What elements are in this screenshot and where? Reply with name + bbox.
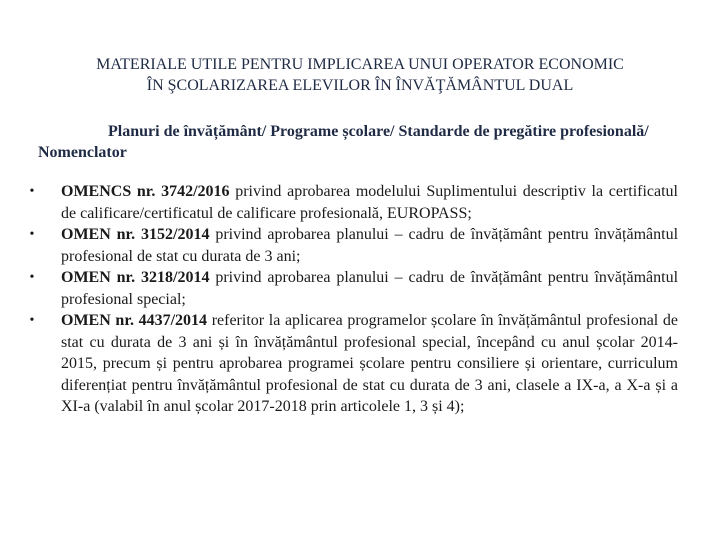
order-description: privind aprobarea planului – cadru de învățământ pentru învățământul profesional special; — [61, 269, 679, 308]
order-description: referitor la aplicarea programelor școlare în învățământul profesional de stat cu durata de 3 ani și în învățământul profesional special, începând cu anul școlar 2014-2015, precum și pentru aprobarea programei școlare pentru consiliere și orientare, curriculum diferențiat pentru învățământul profesional de stat cu durata de 3 ani, clasele a IX-a, a X-a și a XI-a (valabil în anul școlar 2017-2018 prin articolele 1, 3 și 4); — [61, 312, 678, 415]
legislation-list — [26, 181, 678, 418]
bullet-icon: • — [29, 313, 35, 328]
bullet-icon: • — [29, 270, 35, 285]
title-line-1: MATERIALE UTILE PENTRU IMPLICAREA UNUI OPERATOR ECONOMIC — [96, 56, 624, 73]
order-reference: OMEN nr. 4437/2014 — [61, 312, 208, 329]
document-title — [20, 54, 700, 96]
list-item — [26, 267, 678, 310]
order-reference: OMENCS nr. 3742/2016 — [61, 183, 230, 200]
order-reference: OMEN nr. 3218/2014 — [61, 269, 210, 286]
list-item — [26, 310, 678, 418]
order-description: privind aprobarea planului – cadru de învățământ pentru învățământul profesional de stat cu durata de 3 ani; — [61, 226, 679, 265]
list-item — [26, 224, 678, 267]
list-item — [26, 181, 678, 224]
section-subtitle: Planuri de învățământ/ Programe școlare/ Standarde de pregătire profesională/ Nomenclator — [38, 123, 649, 161]
bullet-icon: • — [29, 227, 35, 242]
order-description: privind aprobarea modelului Suplimentului descriptiv la certificatul de calificare/certificatul de calificare profesională, EUROPASS; — [61, 183, 679, 222]
bullet-icon: • — [29, 184, 35, 199]
order-reference: OMEN nr. 3152/2014 — [61, 226, 210, 243]
title-line-2: ÎN ŞCOLARIZAREA ELEVILOR ÎN ÎNVĂŢĂMÂNTUL DUAL — [146, 77, 574, 94]
